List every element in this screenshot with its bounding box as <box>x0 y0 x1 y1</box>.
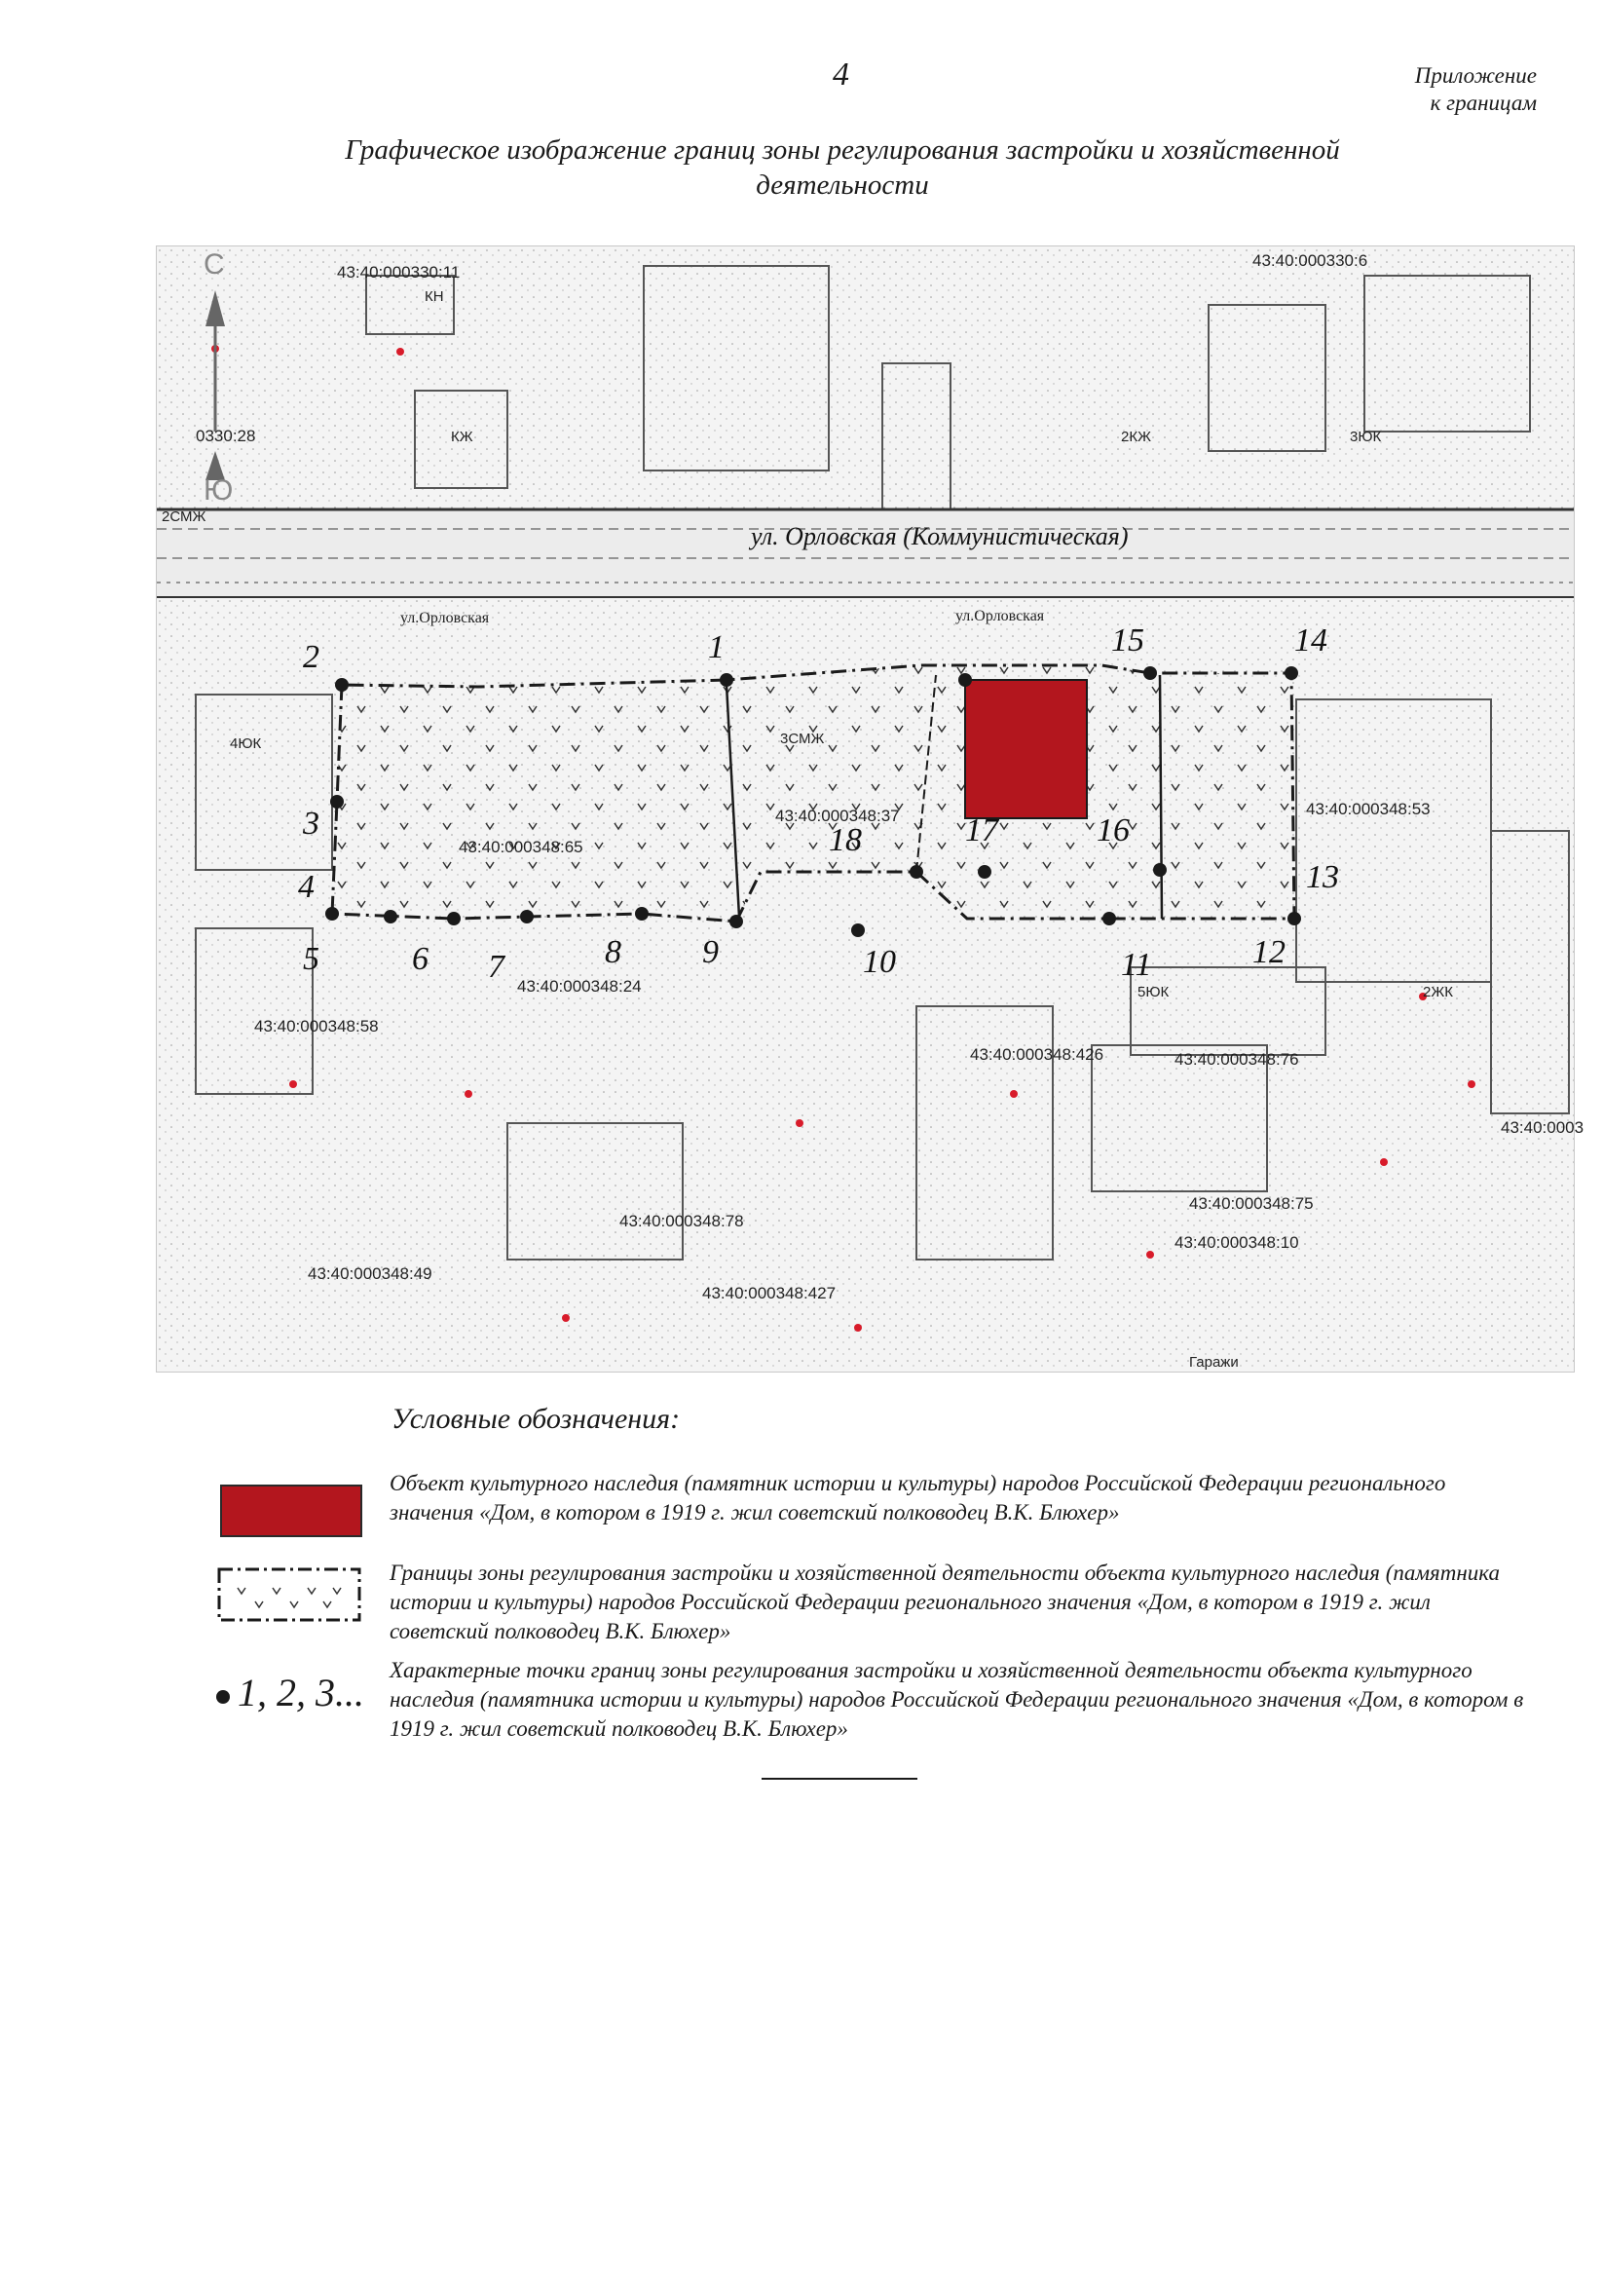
point-label-2: 2 <box>303 639 319 675</box>
point-label-10: 10 <box>863 944 896 980</box>
street-small-label: ул.Орловская <box>400 610 490 626</box>
street-main-label: ул. Орловская (Коммунистическая) <box>751 522 1129 550</box>
legend-text: Объект культурного наследия (памятник истории и культуры) народов Российской Федерации регионального значения «Дом, в котором в 1919 г. жил советский полководец В.К. Блюхер» <box>390 1471 1446 1524</box>
compass-south: Ю <box>204 474 234 507</box>
point-dot-icon <box>216 1690 230 1704</box>
end-rule <box>762 1778 917 1780</box>
parcel-label: 43:40:000348:58 <box>254 1017 379 1035</box>
point-label-16: 16 <box>1097 812 1130 848</box>
point-label-9: 9 <box>702 934 719 970</box>
parcel-label: 43:40:000348:10 <box>1174 1233 1299 1252</box>
parcel-label: 43:40:000348:49 <box>308 1264 432 1283</box>
point-label-4: 4 <box>298 869 315 905</box>
svg-text:3ЮК: 3ЮК <box>1350 429 1382 445</box>
point-label-1: 1 <box>708 629 725 665</box>
legend-symbol-points: 1, 2, 3... <box>216 1670 364 1715</box>
legend-item-boundary-points <box>216 1656 1541 1802</box>
svg-text:2КЖ: 2КЖ <box>1121 429 1151 445</box>
page-number: 4 <box>833 56 849 93</box>
parcel-label: 43:40:000348:426 <box>970 1045 1104 1064</box>
parcel-label: 43:40:000348:427 <box>702 1284 837 1302</box>
point-label-17: 17 <box>965 812 998 848</box>
legend-title: Условные обозначения: <box>391 1403 681 1435</box>
parcel-label: 0330:28 <box>196 427 256 445</box>
point-label-12: 12 <box>1252 934 1286 970</box>
svg-text:4ЮК: 4ЮК <box>230 735 262 752</box>
parcel-label: 43:40:0003 <box>1501 1118 1584 1137</box>
svg-text:3СМЖ: 3СМЖ <box>780 731 825 747</box>
parcel-label: 43:40:000348:53 <box>1306 800 1431 818</box>
svg-text:Гаражи: Гаражи <box>1189 1354 1239 1371</box>
point-label-11: 11 <box>1121 947 1152 983</box>
page-title: Графическое изображение границ зоны регулирования застройки и хозяйственной деятельности <box>345 134 1340 201</box>
street-small-label-2: ул.Орловская <box>955 608 1045 624</box>
parcel-label: 43:40:000348:75 <box>1189 1194 1314 1213</box>
point-label-7: 7 <box>488 949 504 985</box>
heritage-object-building <box>965 680 1087 818</box>
point-label-5: 5 <box>303 941 319 977</box>
svg-text:2СМЖ: 2СМЖ <box>162 508 206 525</box>
point-label-8: 8 <box>605 934 621 970</box>
parcel-label: 43:40:000330:11 <box>337 263 461 282</box>
appendix-label: Приложение к границам <box>1414 63 1537 115</box>
legend-text: Границы зоны регулирования застройки и хозяйственной деятельности объекта культурного наследия (памятника истории и культуры) народов Российской Федерации регионального значения «Дом, в котором в 1919 г. жил советский полководец В.К. Блюхер» <box>390 1561 1500 1643</box>
point-label-3: 3 <box>303 806 319 842</box>
legend-swatch-heritage <box>220 1485 362 1537</box>
point-label-6: 6 <box>412 941 429 977</box>
svg-text:КН: КН <box>425 288 444 305</box>
cadastral-map <box>156 245 1584 1373</box>
point-label-18: 18 <box>829 822 862 858</box>
parcel-label: 43:40:000348:76 <box>1174 1050 1299 1069</box>
legend-text: Характерные точки границ зоны регулирования застройки и хозяйственной деятельности объекта культурного наследия (памятника истории и культуры) народов Российской Федерации регионального значения «Дом, в котором в 1919 г. жил советский полководец В.К. Блюхер» <box>390 1658 1524 1741</box>
svg-text:5ЮК: 5ЮК <box>1137 984 1170 1000</box>
point-label-14: 14 <box>1294 622 1327 659</box>
parcel-label: 43:40:000348:65 <box>459 838 583 856</box>
point-label-15: 15 <box>1111 622 1144 659</box>
parcel-label: 43:40:000348:78 <box>619 1212 744 1230</box>
legend-swatch-zone <box>216 1566 362 1623</box>
point-label-13: 13 <box>1306 859 1339 895</box>
parcel-label: 43:40:000348:24 <box>517 977 642 996</box>
parcel-label: 43:40:000348:37 <box>775 807 900 825</box>
svg-text:2ЖК: 2ЖК <box>1423 984 1453 1000</box>
parcel-label: 43:40:000330:6 <box>1252 251 1368 270</box>
svg-text:КЖ: КЖ <box>451 429 473 445</box>
compass-north: С <box>204 248 225 281</box>
